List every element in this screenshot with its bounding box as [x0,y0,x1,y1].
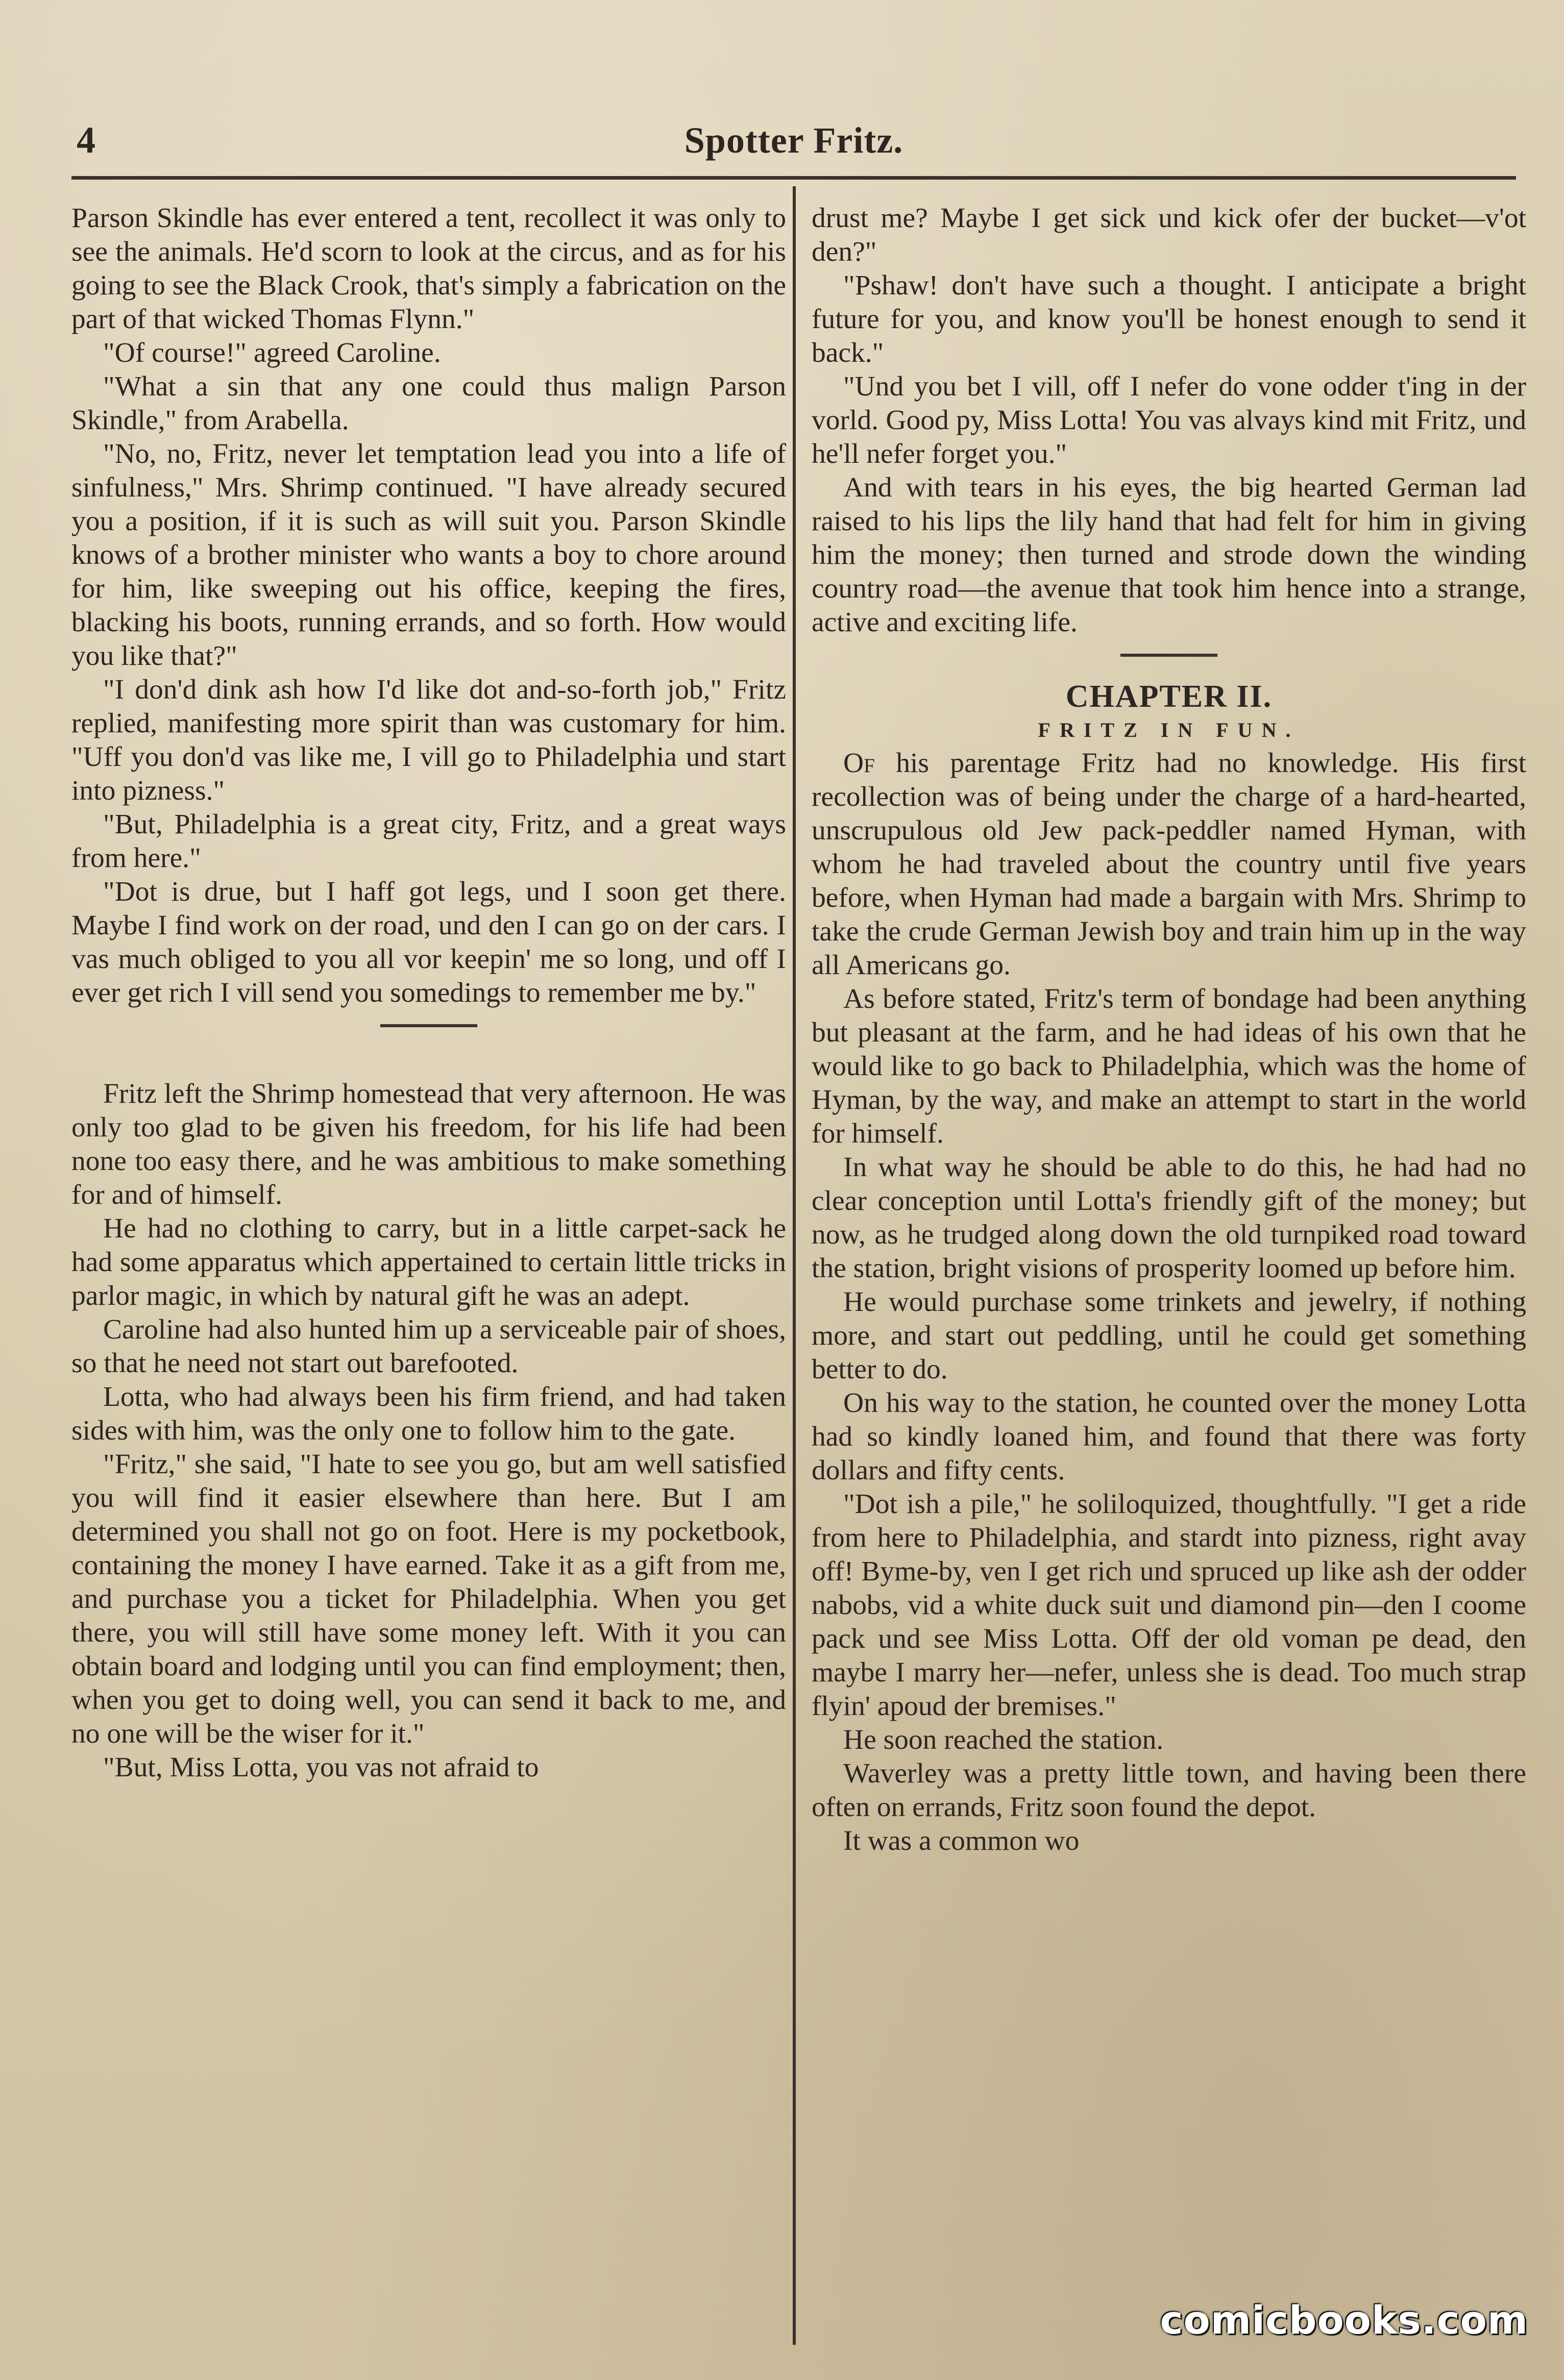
paragraph: "Of course!" agreed Caroline. [103,337,441,368]
chapter-opening-paragraph [812,747,1526,982]
chapter-title: CHAPTER II. [1065,679,1273,714]
paragraph: He soon reached the station. [843,1724,1164,1755]
paragraph: "I don'd dink ash how I'd like dot and-so-forth job," Fritz replied, manifesting more spirit than was customary for him. "Uff you don'd vas like me, I vill go to Philadelphia und start into pizness." [71,674,786,806]
chapter-subtitle: FRITZ IN FUN. [1038,718,1300,741]
paragraph: Waverley was a pretty little town, and having been there often on errands, Fritz soon found the depot. [812,1758,1526,1823]
header-rule [71,176,1516,180]
paragraph: On his way to the station, he counted over the money Lotta had so kindly loaned him, and found that there was forty dollars and fifty cents. [812,1387,1526,1486]
paragraph: "But, Philadelphia is a great city, Fritz, and a great ways from here." [71,809,786,874]
section-break-rule [380,1024,477,1027]
paragraph: He had no clothing to carry, but in a little carpet-sack he had some apparatus which appertained to certain little tricks in parlor magic, in which by natural gift he was an adept. [71,1213,786,1311]
paragraph: "Fritz," she said, "I hate to see you go, but am well satisfied you will find it easier elsewhere than here. But I am determined you shall not go on foot. Here is my pocketbook, containing the money I have earned. Take it as a gift from me, and purchase you a ticket for Philadelphia. When you get there, you will still have some money left. With it you can obtain board and lodging until you can find employment; then, when you get to doing well, you can send it back to me, and no one will be the wiser for it." [71,1449,786,1749]
paragraph: "What a sin that any one could thus malign Parson Skindle," from Arabella. [71,371,786,436]
paragraph: Caroline had also hunted him up a serviceable pair of shoes, so that he need not start out barefooted. [71,1314,786,1379]
paragraph: "No, no, Fritz, never let temptation lead you into a life of sinfulness," Mrs. Shrimp continued. "I have already secured you a position, if it is such as will suit you. Parson Skindle knows of a brother minister who wants a boy to chore around for him, like sweeping out his office, keeping the fires, blacking his boots, running errands, and so forth. How would you like that?" [71,438,786,672]
paragraph: "Und you bet I vill, off I nefer do vone odder t'ing in der vorld. Good py, Miss Lotta! You vas alvays kind mit Fritz, und he'll nefer forget you." [812,371,1526,469]
right-column [812,202,1526,1858]
paragraph-text: his parentage Fritz had no knowledge. His first recollection was of being under the charge of a hard-hearted, unscrupulous old Jew pack-peddler named Hyman, with whom he had traveled about the country until five years before, when Hyman had made a bargain with Mrs. Shrimp to take the crude German Jewish boy and train him up in the way all Americans go. [812,748,1526,981]
paragraph: "Dot is drue, but I haff got legs, und I soon get there. Maybe I find work on der road, und den I can go on der cars. I vas much obliged to you all vor keepin' me so long, und off I ever get rich I vill send you somedings to remember me by." [71,876,786,1008]
paragraph: Fritz left the Shrimp homestead that very afternoon. He was only too glad to be given his freedom, for his life had been none too easy there, and he was ambitious to make something for and of himself. [71,1078,786,1210]
paragraph: "Dot ish a pile," he soliloquized, thoughtfully. "I get a ride from here to Philadelphia, and stardt into pizness, right avay off! Byme-by, ven I get rich und spruced up like ash der odder nabobs, vid a white duck suit und diamond pin—den I coome pack und see Miss Lotta. Off der old voman pe dead, den maybe I marry her—nefer, unless she is dead. Too much strap flyin' apoud der bremises." [812,1489,1526,1722]
paragraph: In what way he should be able to do this, he had had no clear conception until Lotta's friendly gift of the money; but now, as he trudged along down the old turnpiked road toward the station, bright visions of prosperity loomed up before him. [812,1152,1526,1284]
site-watermark: comicbooks.com [1160,2297,1528,2343]
paragraph: As before stated, Fritz's term of bondage had been anything but pleasant at the farm, and he had ideas of his own that he would like to go back to Philadelphia, which was the home of Hyman, by the way, and make an attempt to start in the world for himself. [812,983,1526,1149]
left-column [71,202,786,1784]
paragraph: He would purchase some trinkets and jewelry, if nothing more, and start out peddling, until he could get something better to do. [812,1286,1526,1385]
running-title: Spotter Fritz. [684,120,903,161]
paragraph: Parson Skindle has ever entered a tent, recollect it was only to see the animals. He'd scorn to look at the circus, and as for his going to see the Black Crook, that's simply a fabrication on the part of that wicked Thomas Flynn." [71,203,786,335]
paragraph: drust me? Maybe I get sick und kick ofer der bucket—v'ot den?" [812,203,1526,267]
paragraph: "But, Miss Lotta, you vas not afraid to [103,1752,539,1783]
chapter-break-rule [1120,654,1217,657]
page-header [77,115,1511,171]
paragraph: Lotta, who had always been his firm friend, and had taken sides with him, was the only one to follow him to the gate. [71,1381,786,1446]
paragraph: And with tears in his eyes, the big hearted German lad raised to his lips the lily hand that had felt for him in giving him the money; then turned and strode down the winding country road—the avenue that took him hence into a strange, active and exciting life. [812,472,1526,638]
drop-word: Of [843,748,875,779]
column-divider [793,186,796,2345]
page-number: 4 [77,119,95,161]
paragraph: It was a common wo [843,1825,1080,1856]
paragraph: "Pshaw! don't have such a thought. I anticipate a bright future for you, and know you'll be honest enough to send it back." [812,270,1526,368]
